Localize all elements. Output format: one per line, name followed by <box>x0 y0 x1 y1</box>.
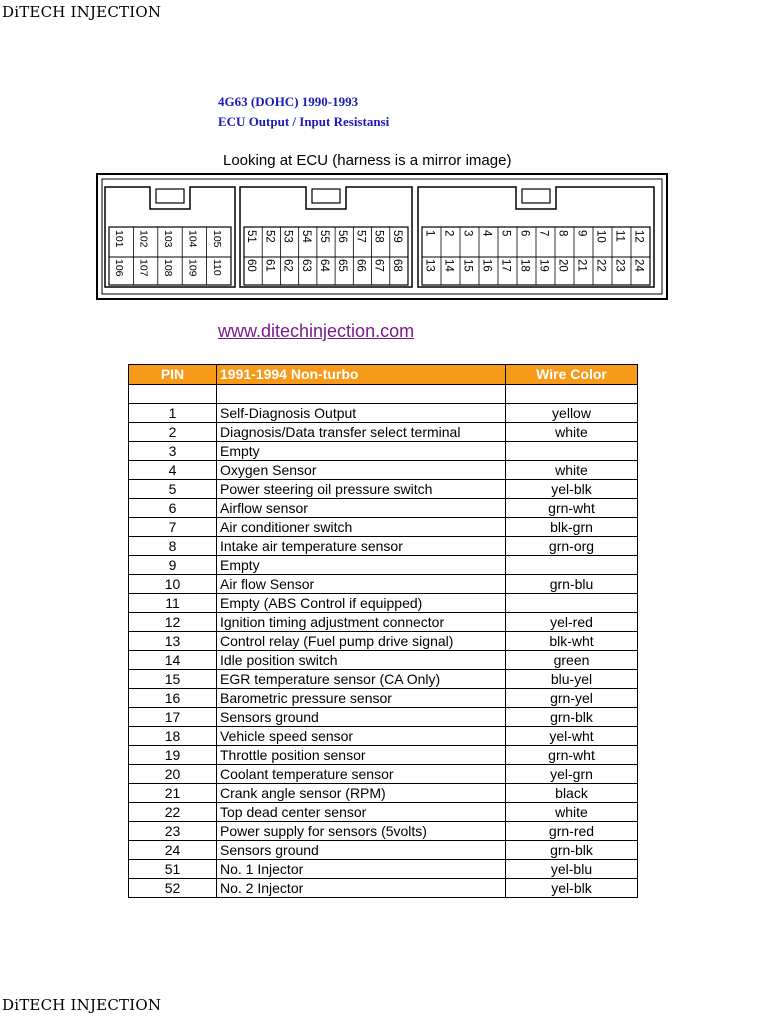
pin-number-cell: 20 <box>129 765 217 784</box>
wire-color-cell: white <box>506 461 638 480</box>
table-row <box>129 708 638 727</box>
table-row <box>129 385 638 404</box>
pin-function-cell: Power supply for sensors (5volts) <box>217 822 506 841</box>
pin-label: 19 <box>537 259 550 272</box>
pin-number-cell: 10 <box>129 575 217 594</box>
pin-label: 16 <box>480 259 493 272</box>
table-row <box>129 822 638 841</box>
pin-number-cell: 13 <box>129 632 217 651</box>
latch-tab-icon <box>312 189 340 203</box>
pin-function-cell: Barometric pressure sensor <box>217 689 506 708</box>
pin-function-cell: Top dead center sensor <box>217 803 506 822</box>
wire-color-cell: grn-blk <box>506 841 638 860</box>
pin-function-cell: Diagnosis/Data transfer select terminal <box>217 423 506 442</box>
pin-label: 9 <box>575 230 588 237</box>
pin-table <box>128 364 638 898</box>
wire-color-cell: yel-grn <box>506 765 638 784</box>
pin-number-cell: 16 <box>129 689 217 708</box>
table-row <box>129 442 638 461</box>
pin-label: 103 <box>162 230 174 248</box>
pin-label: 101 <box>113 230 126 248</box>
wire-color-cell: grn-red <box>506 822 638 841</box>
pin-label: 13 <box>423 259 436 272</box>
pin-label: 6 <box>518 230 531 237</box>
wire-color-cell: yel-blk <box>506 879 638 898</box>
wire-color-cell: blk-wht <box>506 632 638 651</box>
table-row <box>129 594 638 613</box>
pin-label: 1 <box>423 230 436 237</box>
pin-label: 12 <box>632 230 645 243</box>
pin-number-cell: 3 <box>129 442 217 461</box>
pin-label: 14 <box>442 259 455 272</box>
pin-label: 110 <box>210 259 223 276</box>
wire-color-cell: yel-red <box>506 613 638 632</box>
wire-color-cell <box>506 442 638 461</box>
table-row <box>129 784 638 803</box>
pin-function-cell <box>217 385 506 404</box>
pin-function-cell: Control relay (Fuel pump drive signal) <box>217 632 506 651</box>
wire-color-cell: grn-org <box>506 537 638 556</box>
wire-color-cell: yel-blu <box>506 860 638 879</box>
pin-label: 105 <box>210 230 223 248</box>
pin-label: 3 <box>461 230 474 237</box>
table-row <box>129 423 638 442</box>
pin-label: 5 <box>499 230 512 237</box>
ecu-connector-diagram <box>90 145 680 305</box>
pin-label: 68 <box>390 259 403 272</box>
pin-number-cell: 5 <box>129 480 217 499</box>
table-row <box>129 480 638 499</box>
wire-color-cell: blu-yel <box>506 670 638 689</box>
pin-label: 55 <box>318 230 330 243</box>
wire-color-cell: grn-blu <box>506 575 638 594</box>
pin-label: 11 <box>613 230 626 242</box>
footer-brand: DiTECH INJECTION <box>2 996 162 1014</box>
pin-label: 53 <box>281 230 294 243</box>
table-row <box>129 651 638 670</box>
table-row <box>129 803 638 822</box>
pin-number-cell: 24 <box>129 841 217 860</box>
pin-number-cell: 21 <box>129 784 217 803</box>
pin-number-cell: 2 <box>129 423 217 442</box>
pin-label: 58 <box>372 230 385 243</box>
pin-number-cell: 17 <box>129 708 217 727</box>
pin-label: 7 <box>537 230 550 237</box>
pin-number-cell: 52 <box>129 879 217 898</box>
pin-number-cell: 7 <box>129 518 217 537</box>
pin-label: 51 <box>245 230 258 243</box>
pin-number-cell: 9 <box>129 556 217 575</box>
pin-label: 54 <box>299 230 312 243</box>
pin-label: 8 <box>556 230 569 237</box>
table-row <box>129 613 638 632</box>
latch-tab-icon <box>156 189 184 203</box>
table-row <box>129 404 638 423</box>
pin-function-cell: Throttle position sensor <box>217 746 506 765</box>
latch-tab-icon <box>522 189 550 203</box>
table-row <box>129 727 638 746</box>
pin-label: 62 <box>281 259 294 272</box>
pin-label: 67 <box>372 259 385 272</box>
pin-label: 2 <box>442 230 455 237</box>
table-header-row <box>129 365 638 385</box>
pin-number-cell: 22 <box>129 803 217 822</box>
pin-label: 107 <box>137 259 150 277</box>
wire-color-cell: blk-grn <box>506 518 638 537</box>
pin-label: 23 <box>613 259 626 272</box>
pin-label: 61 <box>263 259 276 272</box>
column-header-function: 1991-1994 Non-turbo <box>217 365 506 385</box>
table-row <box>129 841 638 860</box>
table-row <box>129 499 638 518</box>
pin-label: 21 <box>575 259 588 272</box>
pin-function-cell: Sensors ground <box>217 841 506 860</box>
pin-number-cell: 8 <box>129 537 217 556</box>
wire-color-cell: grn-wht <box>506 499 638 518</box>
wire-color-cell: yellow <box>506 404 638 423</box>
pin-function-cell: Self-Diagnosis Output <box>217 404 506 423</box>
pin-function-cell: Idle position switch <box>217 651 506 670</box>
table-row <box>129 879 638 898</box>
pin-function-cell: No. 2 Injector <box>217 879 506 898</box>
pin-number-cell <box>129 385 217 404</box>
pin-number-cell: 18 <box>129 727 217 746</box>
pin-number-cell: 23 <box>129 822 217 841</box>
pin-label: 57 <box>354 230 367 243</box>
pin-number-cell: 11 <box>129 594 217 613</box>
pin-function-cell: Airflow sensor <box>217 499 506 518</box>
pin-label: 109 <box>186 259 199 277</box>
pin-function-cell: Sensors ground <box>217 708 506 727</box>
pin-number-cell: 15 <box>129 670 217 689</box>
pin-function-cell: Crank angle sensor (RPM) <box>217 784 506 803</box>
pin-label: 18 <box>518 259 531 272</box>
pin-function-cell: Power steering oil pressure switch <box>217 480 506 499</box>
wire-color-cell: white <box>506 803 638 822</box>
pin-label: 15 <box>461 259 474 272</box>
table-row <box>129 575 638 594</box>
pin-label: 10 <box>594 230 607 243</box>
wire-color-cell: yel-wht <box>506 727 638 746</box>
column-header-wire-color: Wire Color <box>506 365 638 385</box>
pin-number-cell: 14 <box>129 651 217 670</box>
doc-subtitle: ECU Output / Input Resistansi <box>218 114 390 129</box>
pin-label: 106 <box>113 259 126 277</box>
pin-label: 65 <box>336 259 349 272</box>
pin-function-cell: Vehicle speed sensor <box>217 727 506 746</box>
wire-color-cell: grn-blk <box>506 708 638 727</box>
pin-function-cell: Oxygen Sensor <box>217 461 506 480</box>
header-brand: DiTECH INJECTION <box>2 3 162 21</box>
wire-color-cell: green <box>506 651 638 670</box>
pin-function-cell: Empty (ABS Control if equipped) <box>217 594 506 613</box>
pin-label: 63 <box>299 259 312 272</box>
table-row <box>129 860 638 879</box>
table-row <box>129 746 638 765</box>
wire-color-cell: grn-yel <box>506 689 638 708</box>
pin-function-cell: Intake air temperature sensor <box>217 537 506 556</box>
pin-label: 64 <box>318 259 330 272</box>
pin-number-cell: 51 <box>129 860 217 879</box>
wire-color-cell: black <box>506 784 638 803</box>
pin-function-cell: Air conditioner switch <box>217 518 506 537</box>
pin-label: 108 <box>162 259 174 277</box>
wire-color-cell: white <box>506 423 638 442</box>
table-row <box>129 670 638 689</box>
pin-number-cell: 1 <box>129 404 217 423</box>
pin-label: 104 <box>186 230 199 248</box>
pin-function-cell: Empty <box>217 442 506 461</box>
table-row <box>129 689 638 708</box>
pin-label: 4 <box>480 230 493 237</box>
pin-label: 17 <box>499 259 512 272</box>
pin-function-cell: Empty <box>217 556 506 575</box>
pin-label: 59 <box>390 230 403 243</box>
table-row <box>129 518 638 537</box>
pin-function-cell: Air flow Sensor <box>217 575 506 594</box>
wire-color-cell <box>506 385 638 404</box>
table-row <box>129 461 638 480</box>
table-row <box>129 537 638 556</box>
pin-label: 56 <box>336 230 349 243</box>
doc-title: 4G63 (DOHC) 1990-1993 <box>218 94 359 109</box>
table-row <box>129 765 638 784</box>
pin-number-cell: 6 <box>129 499 217 518</box>
pin-label: 60 <box>245 259 258 272</box>
pin-label: 52 <box>263 230 276 243</box>
website-link[interactable]: www.ditechinjection.com <box>218 321 415 341</box>
pin-function-cell: No. 1 Injector <box>217 860 506 879</box>
diagram-caption: Looking at ECU (harness is a mirror image) <box>223 152 512 169</box>
pin-function-cell: Coolant temperature sensor <box>217 765 506 784</box>
table-row <box>129 632 638 651</box>
pin-function-cell: EGR temperature sensor (CA Only) <box>217 670 506 689</box>
pin-number-cell: 12 <box>129 613 217 632</box>
pin-label: 22 <box>594 259 607 272</box>
pin-function-cell: Ignition timing adjustment connector <box>217 613 506 632</box>
connector-blocks <box>105 187 654 287</box>
pin-number-cell: 4 <box>129 461 217 480</box>
pin-label: 66 <box>354 259 367 272</box>
pin-label: 24 <box>632 259 645 272</box>
wire-color-cell <box>506 594 638 613</box>
pin-label: 20 <box>556 259 569 272</box>
table-row <box>129 556 638 575</box>
wire-color-cell: grn-wht <box>506 746 638 765</box>
wire-color-cell <box>506 556 638 575</box>
pin-number-cell: 19 <box>129 746 217 765</box>
pin-label: 102 <box>137 230 150 248</box>
column-header-pin: PIN <box>129 365 217 385</box>
wire-color-cell: yel-blk <box>506 480 638 499</box>
